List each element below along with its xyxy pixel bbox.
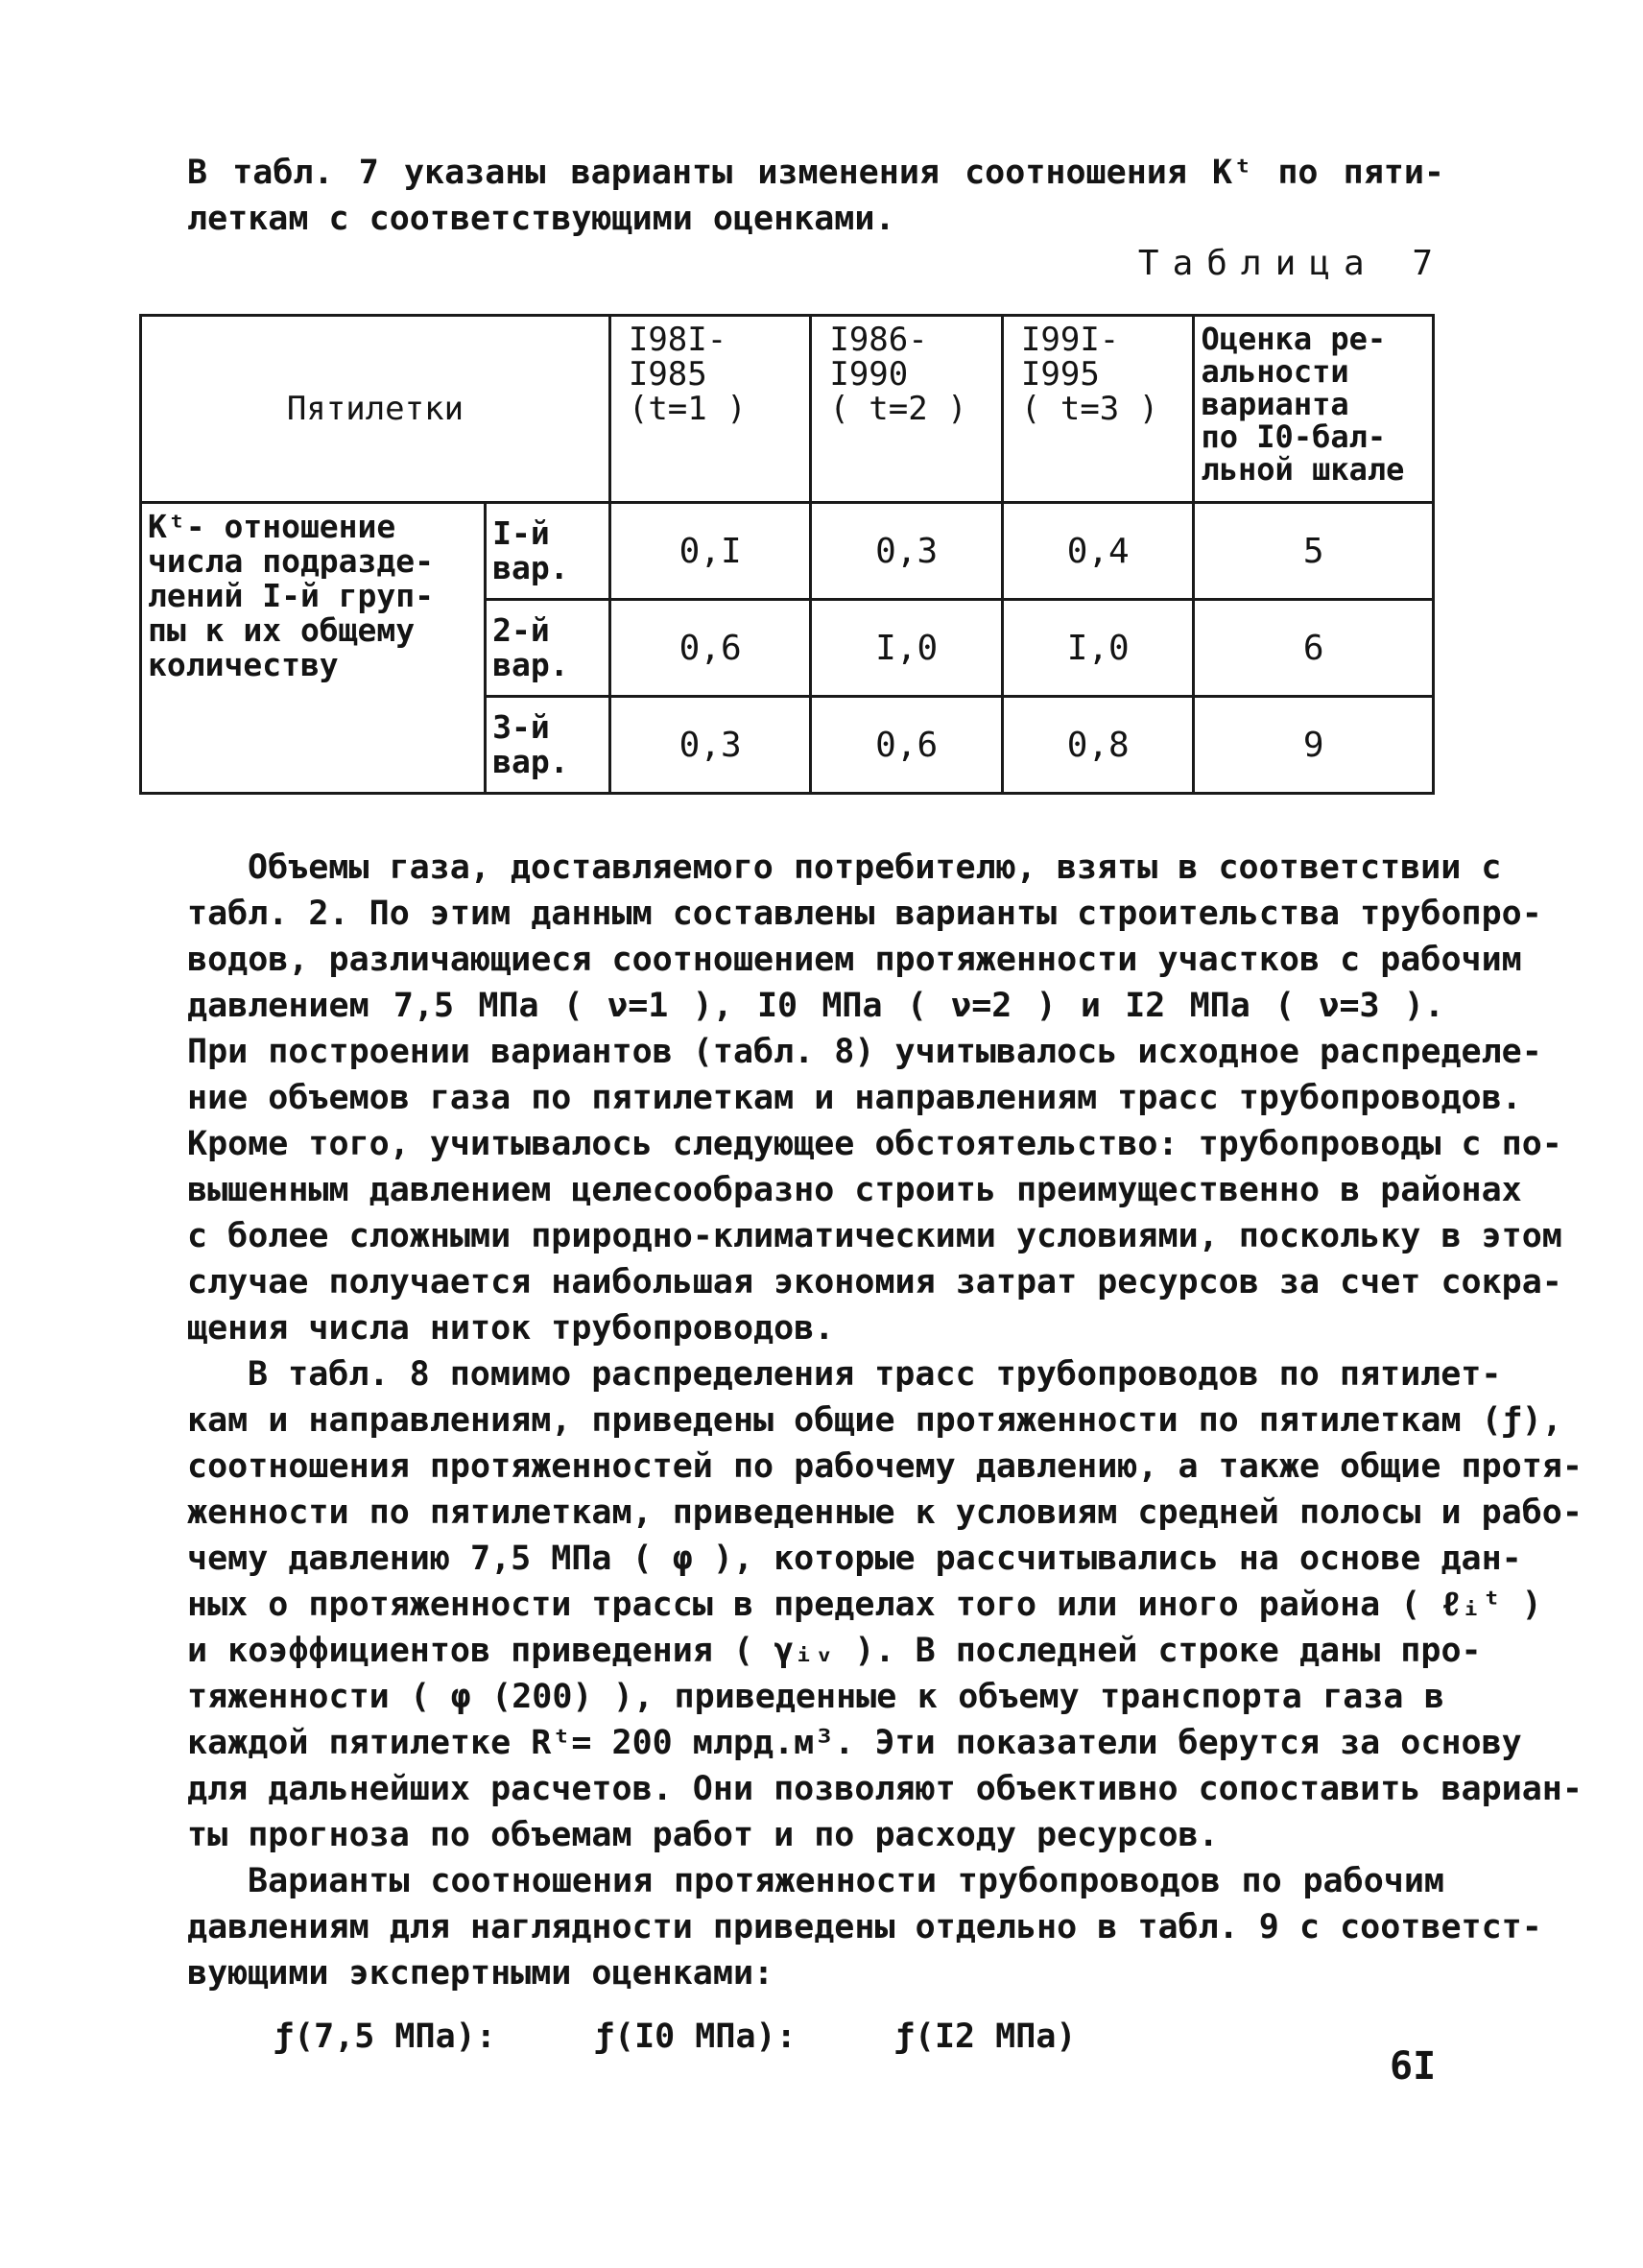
page-number: 6I <box>1390 2044 1437 2089</box>
assessment-line-4: по I0-бал- <box>1201 418 1387 455</box>
para3-line: давлениям для наглядности приведены отдельно в табл. 9 с соответст- <box>187 1908 1542 1946</box>
para2-line: кам и направлениям, приведены общие протяженности по пятилеткам (ƒ), <box>187 1401 1562 1440</box>
period-1-index: (t=1 ) <box>628 390 747 428</box>
row-header-kt <box>141 503 486 794</box>
para2-line: каждой пятилетке Rᵗ= 200 млрд.м³. Эти показатели берутся за основу <box>187 1724 1522 1762</box>
para1-line: Объемы газа, доставляемого потребителю, взяты в соответствии с <box>248 848 1502 887</box>
period-2-start: I986- <box>829 321 928 359</box>
value-cell: 0,4 <box>1002 503 1194 600</box>
para1-line: табл. 2. По этим данным составлены варианты строительства трубопро- <box>187 895 1542 933</box>
variant-word: вар. <box>492 646 569 683</box>
para2-line: тяженности ( φ (200) ), приведенные к объему транспорта газа в <box>187 1678 1444 1716</box>
row-header-line-1: Kᵗ- отношение <box>148 508 396 545</box>
para2-line: и коэффициентов приведения ( γᵢᵥ ). В последней строке даны про- <box>187 1632 1482 1670</box>
value-cell: I,0 <box>811 600 1003 697</box>
para1-line: ние объемов газа по пятилеткам и направлениям трасс трубопроводов. <box>187 1079 1522 1117</box>
para2-line: соотношения протяженностей по рабочему давлению, а также общие протя- <box>187 1447 1583 1486</box>
score-cell: 9 <box>1194 697 1434 794</box>
para3-line: вующими экспертными оценками: <box>187 1954 774 1993</box>
value-cell: 0,3 <box>609 697 811 794</box>
para1-line: При построении вариантов (табл. 8) учитывалось исходное распределе- <box>187 1033 1542 1071</box>
para2-line: женности по пятилеткам, приведенные к условиям средней полосы и рабо- <box>187 1493 1583 1532</box>
variant-word: вар. <box>492 549 569 586</box>
para1-line: водов, различающиеся соотношением протяженности участков с рабочим <box>187 941 1522 979</box>
variant-number: 3-й <box>492 708 550 746</box>
row-header-line-5: количеству <box>148 646 339 683</box>
formula-part-3: ƒ(I2 МПа) <box>893 2017 1077 2056</box>
value-cell: 0,8 <box>1002 697 1194 794</box>
row-header-line-4: пы к их общему <box>148 611 416 649</box>
value-cell: I,0 <box>1002 600 1194 697</box>
assessment-line-1: Оценка ре- <box>1201 321 1387 357</box>
period-2-end: I990 <box>829 355 909 394</box>
formula-line <box>274 2014 1137 2060</box>
table-header-row <box>141 316 1434 503</box>
value-cell: 0,I <box>609 503 811 600</box>
assessment-line-5: льной шкале <box>1201 451 1405 488</box>
para1-line: Кроме того, учитывалось следующее обстоятельство: трубопроводы с по- <box>187 1125 1562 1163</box>
header-periods: Пятилетки <box>141 316 610 503</box>
variant-label <box>486 697 610 794</box>
period-1-end: I985 <box>628 355 707 394</box>
para1-line: вышенным давлением целесообразно строить преимущественно в районах <box>187 1171 1522 1209</box>
para1-line: щения числа ниток трубопроводов. <box>187 1309 835 1348</box>
variant-number: I-й <box>492 514 550 552</box>
header-period-1 <box>609 316 811 503</box>
para2-line: чему давлению 7,5 МПа ( φ ), которые рассчитывались на основе дан- <box>187 1540 1522 1578</box>
header-assessment <box>1194 316 1434 503</box>
table-7 <box>139 314 1435 795</box>
header-period-2 <box>811 316 1003 503</box>
period-1-start: I98I- <box>628 321 727 359</box>
assessment-line-3: варианта <box>1201 386 1349 422</box>
assessment-line-2: альности <box>1201 353 1349 390</box>
score-cell: 6 <box>1194 600 1434 697</box>
para1-line: случае получается наибольшая экономия затрат ресурсов за счет сокра- <box>187 1263 1562 1301</box>
formula-part-1: ƒ(7,5 МПа): <box>274 2017 496 2056</box>
score-cell: 5 <box>1194 503 1434 600</box>
para2-line: для дальнейших расчетов. Они позволяют объективно сопоставить вариан- <box>187 1770 1583 1808</box>
variant-word: вар. <box>492 743 569 780</box>
para3-line: Варианты соотношения протяженности трубопроводов по рабочим <box>248 1862 1444 1900</box>
header-period-3 <box>1002 316 1194 503</box>
row-header-line-2: числа подразде- <box>148 542 435 580</box>
intro-line-2: леткам с соответствующими оценками. <box>187 200 895 238</box>
para2-line: ты прогноза по объемам работ и по расходу ресурсов. <box>187 1816 1219 1854</box>
para1-line: давлением 7,5 МПа ( ν=1 ), I0 МПа ( ν=2 ) и I2 МПа ( ν=3 ). <box>187 987 1444 1025</box>
row-header-line-3: лений I-й груп- <box>148 577 435 614</box>
period-3-index: ( t=3 ) <box>1020 390 1159 428</box>
para2-line: ных о протяженности трассы в пределах того или иного района ( ℓᵢᵗ ) <box>187 1586 1542 1624</box>
period-3-end: I995 <box>1020 355 1100 394</box>
variant-label <box>486 503 610 600</box>
value-cell: 0,6 <box>609 600 811 697</box>
formula-part-2: ƒ(I0 МПа): <box>593 2017 797 2056</box>
intro-line-1: В табл. 7 указаны варианты изменения соотношения Kᵗ по пяти- <box>187 154 1444 192</box>
para2-line: В табл. 8 помимо распределения трасс трубопроводов по пятилет- <box>248 1355 1502 1394</box>
table-row <box>141 503 1434 600</box>
value-cell: 0,6 <box>811 697 1003 794</box>
para1-line: с более сложными природно-климатическими условиями, поскольку в этом <box>187 1217 1562 1255</box>
table-caption: Таблица 7 <box>1137 244 1446 283</box>
period-3-start: I99I- <box>1020 321 1120 359</box>
period-2-index: ( t=2 ) <box>829 390 967 428</box>
variant-number: 2-й <box>492 611 550 649</box>
variant-label <box>486 600 610 697</box>
value-cell: 0,3 <box>811 503 1003 600</box>
